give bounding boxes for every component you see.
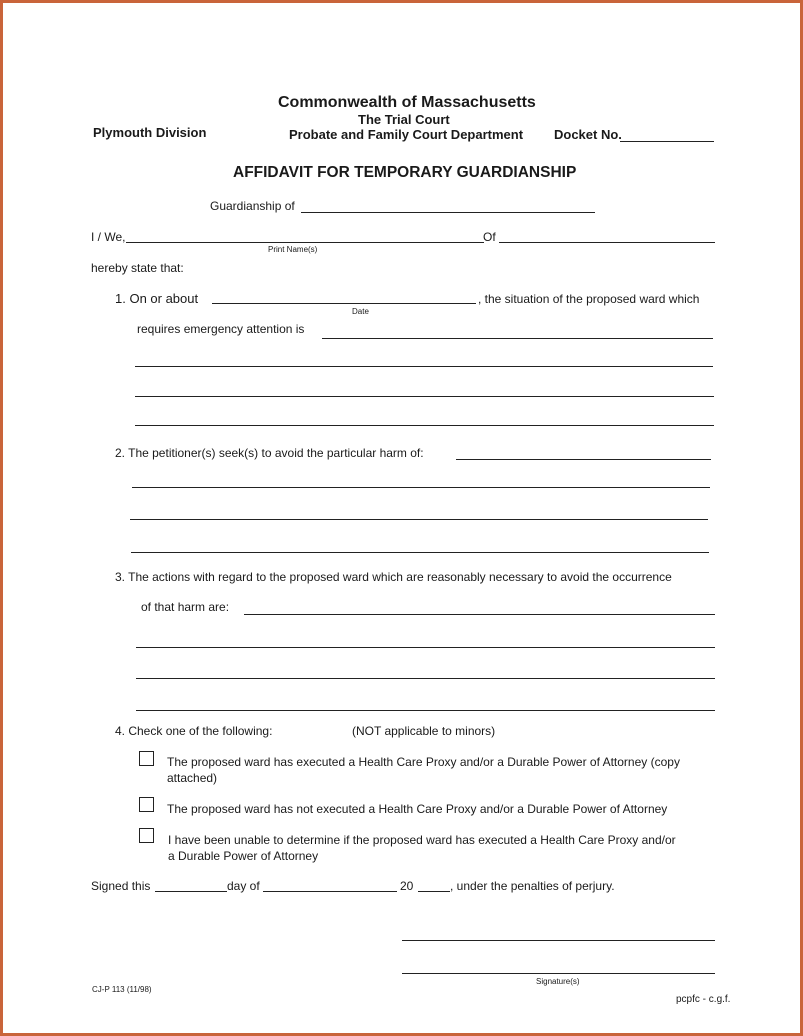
footer-code: pcpfc - c.g.f.: [676, 994, 731, 1005]
item2-field-4[interactable]: [131, 552, 709, 553]
item1-date-caption: Date: [352, 307, 369, 316]
division-label: Plymouth Division: [93, 125, 207, 140]
signature-caption: Signature(s): [536, 977, 580, 986]
option1-line1: The proposed ward has executed a Health Care Proxy and/or a Durable Power of Attorney (copy: [167, 755, 680, 769]
item1-date-field[interactable]: [212, 303, 476, 304]
item2-field-1[interactable]: [456, 459, 711, 460]
item1-line2: requires emergency attention is: [137, 322, 305, 336]
guardianship-field[interactable]: [301, 212, 595, 213]
signed-year-field[interactable]: [418, 891, 450, 892]
item2-field-2[interactable]: [132, 487, 710, 488]
signature-field-2[interactable]: [402, 973, 715, 974]
signed-month-field[interactable]: [263, 891, 397, 892]
year-prefix: 20: [400, 879, 414, 893]
item3-field-4[interactable]: [136, 710, 715, 711]
form-title: AFFIDAVIT FOR TEMPORARY GUARDIANSHIP: [233, 164, 577, 181]
day-of-label: day of: [227, 879, 260, 893]
item3-field-3[interactable]: [136, 678, 715, 679]
item3-line2: of that harm are:: [141, 600, 230, 614]
item1-field-1[interactable]: [322, 338, 713, 339]
option3-line1: I have been unable to determine if the proposed ward has executed a Health Care Proxy and/or: [168, 833, 676, 847]
option3-checkbox[interactable]: [139, 828, 154, 843]
perjury-text: , under the penalties of perjury.: [450, 879, 615, 893]
of-label: Of: [483, 230, 496, 244]
option2-line1: The proposed ward has not executed a Health Care Proxy and/or a Durable Power of Attorney: [167, 802, 668, 816]
signed-day-field[interactable]: [155, 891, 227, 892]
item3-text: 3. The actions with regard to the proposed ward which are reasonably necessary to avoid the occurrence: [115, 570, 672, 584]
item1-field-2[interactable]: [135, 366, 713, 367]
option1-checkbox[interactable]: [139, 751, 154, 766]
signature-field-1[interactable]: [402, 940, 715, 941]
docket-label: Docket No.: [554, 127, 622, 142]
item1-suffix: , the situation of the proposed ward which: [478, 292, 700, 306]
item4-text: 4. Check one of the following:: [115, 724, 273, 738]
print-name-field[interactable]: [126, 242, 484, 243]
item4-note: (NOT applicable to minors): [352, 724, 496, 738]
item1-field-3[interactable]: [135, 396, 714, 397]
commonwealth-heading: Commonwealth of Massachusetts: [278, 94, 536, 111]
item2-field-3[interactable]: [130, 519, 708, 520]
item1-field-4[interactable]: [135, 425, 714, 426]
docket-field[interactable]: [620, 141, 714, 142]
item3-field-1[interactable]: [244, 614, 715, 615]
iwe-label: I / We,: [91, 230, 126, 244]
department-heading: Probate and Family Court Department: [289, 127, 524, 142]
item2-text: 2. The petitioner(s) seek(s) to avoid the particular harm of:: [115, 446, 424, 460]
form-number: CJ-P 113 (11/98): [92, 985, 152, 994]
option2-checkbox[interactable]: [139, 797, 154, 812]
print-name-caption: Print Name(s): [268, 245, 318, 254]
guardianship-label: Guardianship of: [210, 199, 295, 213]
hereby-state: hereby state that:: [91, 261, 184, 275]
trial-court-heading: The Trial Court: [358, 112, 450, 127]
item3-field-2[interactable]: [136, 647, 715, 648]
option1-line2: attached): [167, 771, 218, 785]
option3-line2: a Durable Power of Attorney: [168, 849, 319, 863]
item1-prefix: 1. On or about: [115, 291, 199, 306]
of-field[interactable]: [499, 242, 715, 243]
signed-this-label: Signed this: [91, 879, 151, 893]
